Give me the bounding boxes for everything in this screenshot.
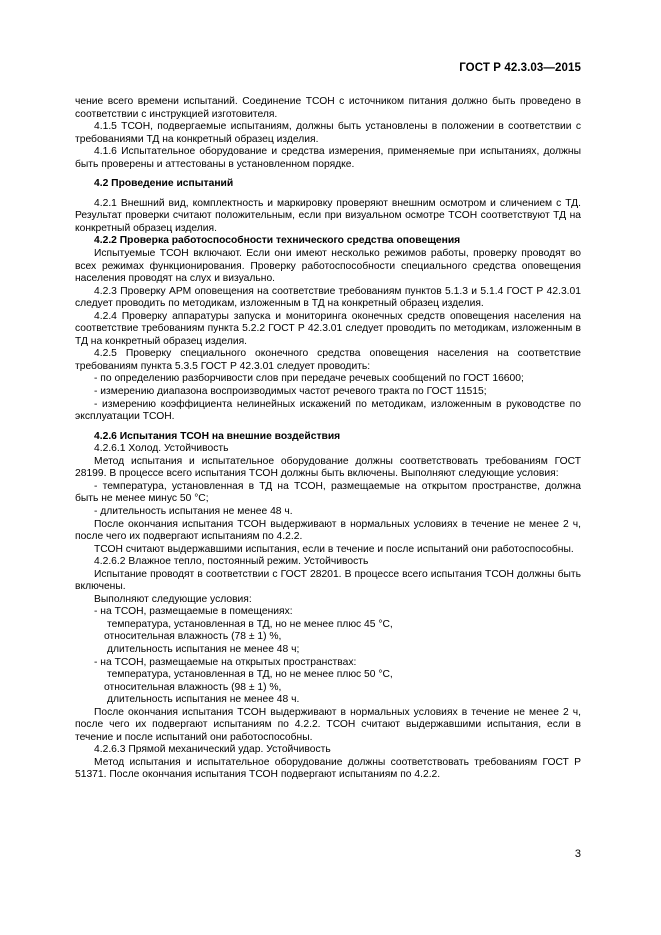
section-heading: 4.2 Проведение испытаний	[94, 178, 234, 190]
paragraph: ТСОН считают выдержавшими испытания, если в течение и после испытаний они работоспособны.	[94, 543, 574, 555]
list-item: - измерению диапазона воспроизводимых частот речевого тракта по ГОСТ 11515;	[94, 386, 487, 398]
paragraph: После окончания испытания ТСОН выдерживают в нормальных условиях в течение не менее 2 ч, после чего их подвергают испытаниям по 4.2.2. ТСОН считают выдержавшими испытания, если в течение и после испытаний они работоспособны.	[75, 706, 581, 743]
paragraph: 4.2.6.2 Влажное тепло, постоянный режим. Устойчивость	[94, 556, 369, 568]
paragraph: 4.2.6.1 Холод. Устойчивость	[94, 443, 229, 455]
subsection-heading: 4.2.6 Испытания ТСОН на внешние воздействия	[94, 430, 341, 442]
list-subitem: температура, установленная в ТД, но не менее плюс 45 °С,	[107, 618, 393, 630]
list-subitem: длительность испытания не менее 48 ч.	[107, 694, 300, 706]
list-item: - температура, установленная в ТД на ТСОН, размещаемые на открытом пространстве, должна быть не менее минус 50 °С;	[75, 480, 581, 505]
list-item: - длительность испытания не менее 48 ч.	[94, 505, 293, 517]
document-header: ГОСТ Р 42.3.03—2015	[459, 62, 581, 74]
paragraph: 4.2.4 Проверку аппаратуры запуска и мониторинга оконечных средств оповещения населения на соответствие требованиям пункта 5.2.2 ГОСТ Р 42.3.01 следует проводить по методикам, изложенным в ТД на конкретный образец изделия.	[75, 310, 581, 347]
paragraph: 4.2.6.3 Прямой механический удар. Устойчивость	[94, 744, 331, 756]
list-subitem: относительная влажность (98 ± 1) %,	[104, 681, 282, 693]
list-subitem: длительность испытания не менее 48 ч;	[107, 643, 300, 655]
paragraph: Метод испытания и испытательное оборудование должны соответствовать требованиям ГОСТ Р 51371. После окончания испытания ТСОН подвергают испытаниям по 4.2.2.	[75, 756, 581, 781]
paragraph: 4.1.6 Испытательное оборудование и средства измерения, применяемые при испытаниях, должны быть проверены и аттестованы в установленном порядке.	[75, 146, 581, 170]
list-item: - по определению разборчивости слов при передаче речевых сообщений по ГОСТ 16600;	[94, 373, 524, 385]
paragraph: чение всего времени испытаний. Соединение ТСОН с источником питания должно быть проведено в соответствии с инструкцией изготовителя.	[75, 96, 581, 120]
subsection-heading: 4.2.2 Проверка работоспособности технического средства оповещения	[94, 235, 461, 247]
paragraph: 4.2.1 Внешний вид, комплектность и маркировку проверяют внешним осмотром и сличением с ТД. Результат проверки считают положительным, если при визуальном осмотре ТСОН соответствуют ТД на конкретный образец изделия.	[75, 197, 581, 234]
paragraph: Испытание проводят в соответствии с ГОСТ 28201. В процессе всего испытания ТСОН должны быть включены.	[75, 568, 581, 593]
paragraph: После окончания испытания ТСОН выдерживают в нормальных условиях в течение не менее 2 ч, после чего их подвергают испытаниям по 4.2.2.	[75, 518, 581, 543]
paragraph: Метод испытания и испытательное оборудование должны соответствовать требованиям ГОСТ 28199. В процессе всего испытания ТСОН должны быть включены. Выполняют следующие условия:	[75, 455, 581, 480]
page-number: 3	[574, 848, 581, 860]
list-subitem: относительная влажность (78 ± 1) %,	[104, 631, 282, 643]
list-item: - на ТСОН, размещаемые на открытых пространствах:	[94, 656, 357, 668]
list-subitem: температура, установленная в ТД, но не менее плюс 50 °С,	[107, 669, 393, 681]
paragraph: Испытуемые ТСОН включают. Если они имеют несколько режимов работы, проверку проводят во всех режимах функционирования. Проверку работоспособности специального средства оповещения населения проводят на слух и визуально.	[75, 248, 581, 285]
list-item: - на ТСОН, размещаемые в помещениях:	[94, 606, 293, 618]
paragraph: 4.2.5 Проверку специального оконечного средства оповещения населения на соответствие требованиям пункта 5.3.5 ГОСТ Р 42.3.01 следует проводить:	[75, 348, 581, 372]
paragraph: 4.2.3 Проверку АРМ оповещения на соответствие требованиям пунктов 5.1.3 и 5.1.4 ГОСТ Р 42.3.01 следует проводить по методикам, изложенным в ТД на конкретный образец изделия.	[75, 285, 581, 310]
list-item: - измерению коэффициента нелинейных искажений по методикам, изложенным в руководстве по эксплуатации ТСОН.	[75, 398, 581, 423]
paragraph: 4.1.5 ТСОН, подвергаемые испытаниям, должны быть установлены в положении в соответствии с требованиями ТД на конкретный образец изделия.	[75, 121, 581, 145]
paragraph: Выполняют следующие условия:	[94, 593, 252, 605]
document-body	[75, 96, 581, 782]
